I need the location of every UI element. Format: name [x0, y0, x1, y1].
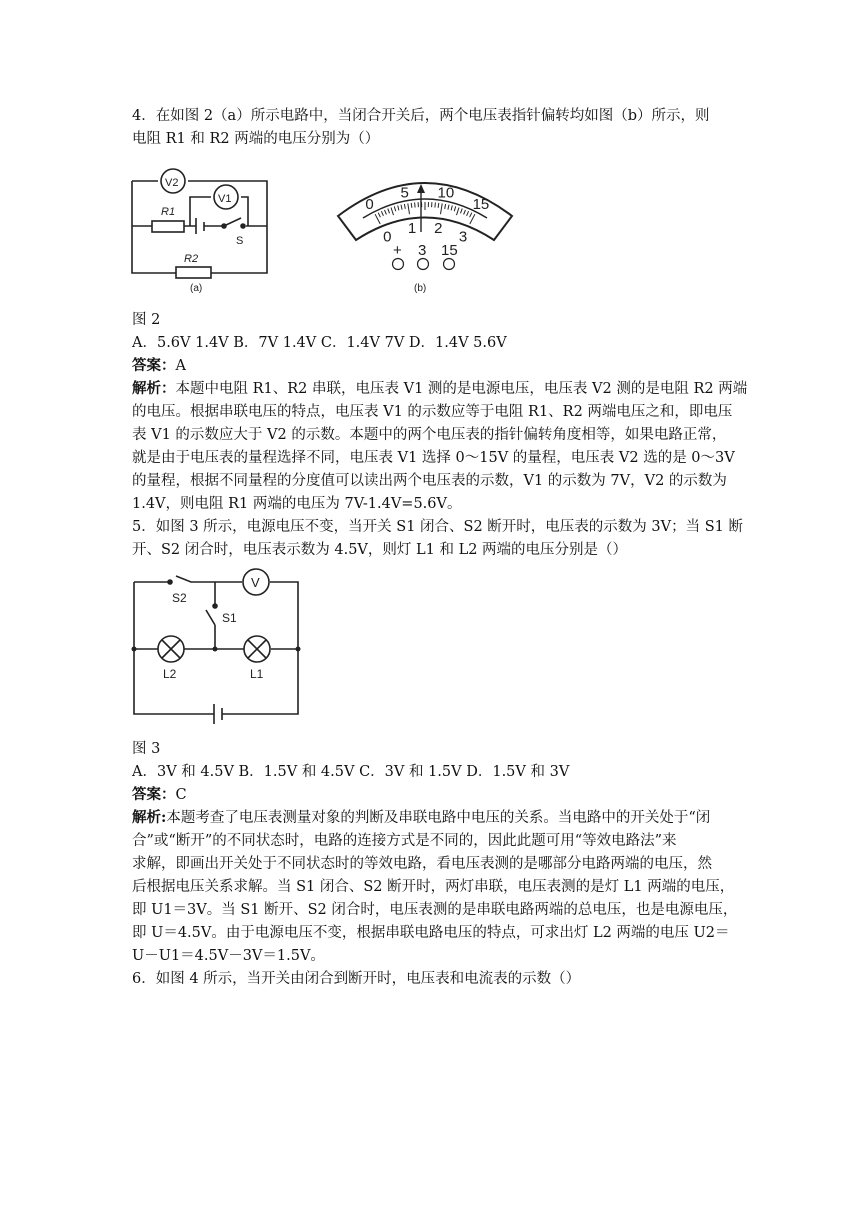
fig2a-r1-label: R1 — [161, 206, 176, 218]
q4-answer-label: 答案： — [132, 357, 176, 374]
terminal-15-label: 15 — [441, 242, 458, 259]
meter-tick — [457, 208, 460, 216]
meter-tick — [448, 205, 449, 210]
q5-answer — [132, 785, 732, 805]
terminal-3-label: 3 — [418, 242, 427, 259]
q4-analysis-line1 — [132, 379, 748, 399]
terminal-15 — [444, 259, 455, 270]
q4-answer-value: A — [175, 358, 186, 374]
meter-tick — [385, 210, 387, 215]
q4-analysis-line4: 就是由于电压表的量程选择不同，电压表 V1 选择 0～15V 的量程，电压表 V2 选的是 0～3V — [132, 450, 735, 466]
meter-tick — [438, 203, 439, 208]
meter-scale-top-label: 10 — [437, 184, 455, 202]
q5-stem-line1: 5．如图 3 所示，电源电压不变，当开关 S1 闭合、S2 断开时，电压表的示数为 3V；当 S1 断 — [132, 519, 743, 535]
meter-scale-top-label: 15 — [472, 196, 490, 214]
q5-stem-line2: 开、S2 闭合时，电压表示数为 4.5V，则灯 L1 和 L2 两端的电压分别是（） — [132, 542, 628, 558]
q5-analysis-text1: 本题考查了电压表测量对象的判断及串联电路中电压的关系。当电路中的开关处于“闭 — [166, 810, 711, 826]
meter-tick — [404, 204, 405, 209]
meter-tick — [441, 203, 443, 214]
meter-tick — [401, 205, 402, 210]
q5-options: A．3V 和 4.5V B．1.5V 和 4.5V C．3V 和 1.5V D．1.5V 和 3V — [132, 764, 570, 780]
meter-tick — [398, 206, 399, 211]
q4-stem-line1: 4．在如图 2（a）所示电路中，当闭合开关后，两个电压表指针偏转均如图（b）所示，则 — [132, 108, 710, 124]
fig2a-v1-label: V1 — [218, 193, 232, 205]
fig3-l1-label: L1 — [250, 667, 264, 681]
fig3-v-label: V — [251, 575, 260, 590]
fig3-s2-label: S2 — [172, 591, 187, 605]
q5-analysis-line5: 即 U1＝3V。当 S1 断开、S2 闭合时，电压表测的是串联电路两端的总电压，也是电源电压， — [132, 902, 738, 918]
q5-analysis-line3: 求解，即画出开关处于不同状态时的等效电路，看电压表测的是哪部分电路两端的电压，然 — [132, 856, 712, 872]
q5-analysis-label: 解析: — [132, 809, 167, 826]
q5-analysis-line2: 合”或“断开”的不同状态时，电路的连接方式是不同的，因此此题可用“等效电路法”来 — [132, 833, 677, 849]
q5-answer-value: C — [175, 787, 187, 803]
meter-tick — [408, 203, 410, 214]
meter-tick — [470, 213, 472, 218]
q5-analysis-line4: 后根据电压关系求解。当 S1 闭合、S2 断开时，两灯串联，电压表测的是灯 L1 两端的电压， — [132, 879, 735, 895]
meter-scale-bottom-label: 1 — [407, 220, 417, 237]
meter-tick — [411, 203, 412, 208]
q5-answer-label: 答案： — [132, 786, 176, 803]
meter-scale-bottom-label: 0 — [383, 228, 392, 246]
q5-analysis-line6: 即 U＝4.5V。由于电源电压不变，根据串联电路电压的特点，可求出灯 L2 两端的电压 U2＝ — [132, 925, 730, 941]
meter-tick — [435, 203, 436, 208]
meter-tick — [378, 213, 380, 218]
meter-tick — [454, 206, 455, 211]
fig3-l2-label: L2 — [163, 667, 177, 681]
terminal-plus-label: + — [393, 242, 402, 259]
q4-analysis-text1: 本题中电阻 R1、R2 串联，电压表 V1 测的是电源电压，电压表 V2 测的是电阻 R2 两端 — [175, 381, 748, 397]
meter-tick — [381, 211, 383, 216]
q4-analysis-line3: 表 V1 的示数应大于 V2 的示数。本题中的两个电压表的指针偏转角度相等，如果电路正常， — [132, 427, 727, 443]
meter-tick — [467, 211, 469, 216]
fig2a-caption: (a) — [190, 283, 203, 294]
q6-stem-line1: 6．如图 4 所示，当开关由闭合到断开时，电压表和电流表的示数（） — [132, 971, 581, 987]
q5-analysis-line7: U－U1＝4.5V－3V＝1.5V。 — [132, 948, 325, 964]
terminal-3 — [418, 259, 429, 270]
fig2a-r2-label: R2 — [184, 253, 199, 265]
q4-analysis-line5: 的量程，根据不同量程的分度值可以读出两个电压表的示数，V1 的示数为 7V，V2 的示数为 — [132, 473, 727, 489]
figure-2a-circuit — [126, 165, 276, 295]
meter-scale-top-label: 0 — [365, 196, 374, 214]
meter-tick — [464, 210, 466, 215]
meter-tick — [445, 204, 446, 209]
q4-answer — [132, 356, 732, 376]
meter-scale-bottom-label: 2 — [434, 220, 443, 237]
fig3-s1-label: S1 — [222, 611, 237, 625]
q4-options: A．5.6V 1.4V B．7V 1.4V C．1.4V 7V D．1.4V 5.6V — [132, 335, 507, 351]
meter-scale-bottom-label: 3 — [458, 228, 468, 246]
q4-analysis-line2: 的电压。根据串联电压的特点，电压表 V1 的示数应等于电阻 R1、R2 两端电压之和，即电压 — [132, 404, 733, 420]
meter-tick — [394, 206, 395, 211]
terminal-plus — [393, 259, 404, 270]
meter-tick — [451, 206, 452, 211]
fig2a-s-label: S — [236, 235, 244, 247]
meter-tick — [391, 208, 394, 216]
meter-tick — [388, 209, 390, 214]
figure-2b-voltmeter — [330, 160, 520, 300]
fig2b-caption: (b) — [414, 283, 427, 294]
q4-caption: 图 2 — [132, 312, 161, 328]
meter-tick — [461, 209, 463, 214]
q4-analysis-label: 解析： — [132, 380, 176, 397]
q5-caption: 图 3 — [132, 741, 161, 757]
meter-tick — [415, 203, 416, 208]
figure-3-circuit — [126, 568, 306, 728]
fig2a-v2-label: V2 — [165, 177, 179, 189]
q5-analysis-line1 — [132, 808, 732, 828]
meter-scale-top-label: 5 — [400, 184, 409, 202]
q4-stem-line2: 电阻 R1 和 R2 两端的电压分别为（） — [132, 131, 380, 147]
q4-analysis-line6: 1.4V，则电阻 R1 两端的电压为 7V-1.4V=5.6V。 — [132, 496, 462, 512]
